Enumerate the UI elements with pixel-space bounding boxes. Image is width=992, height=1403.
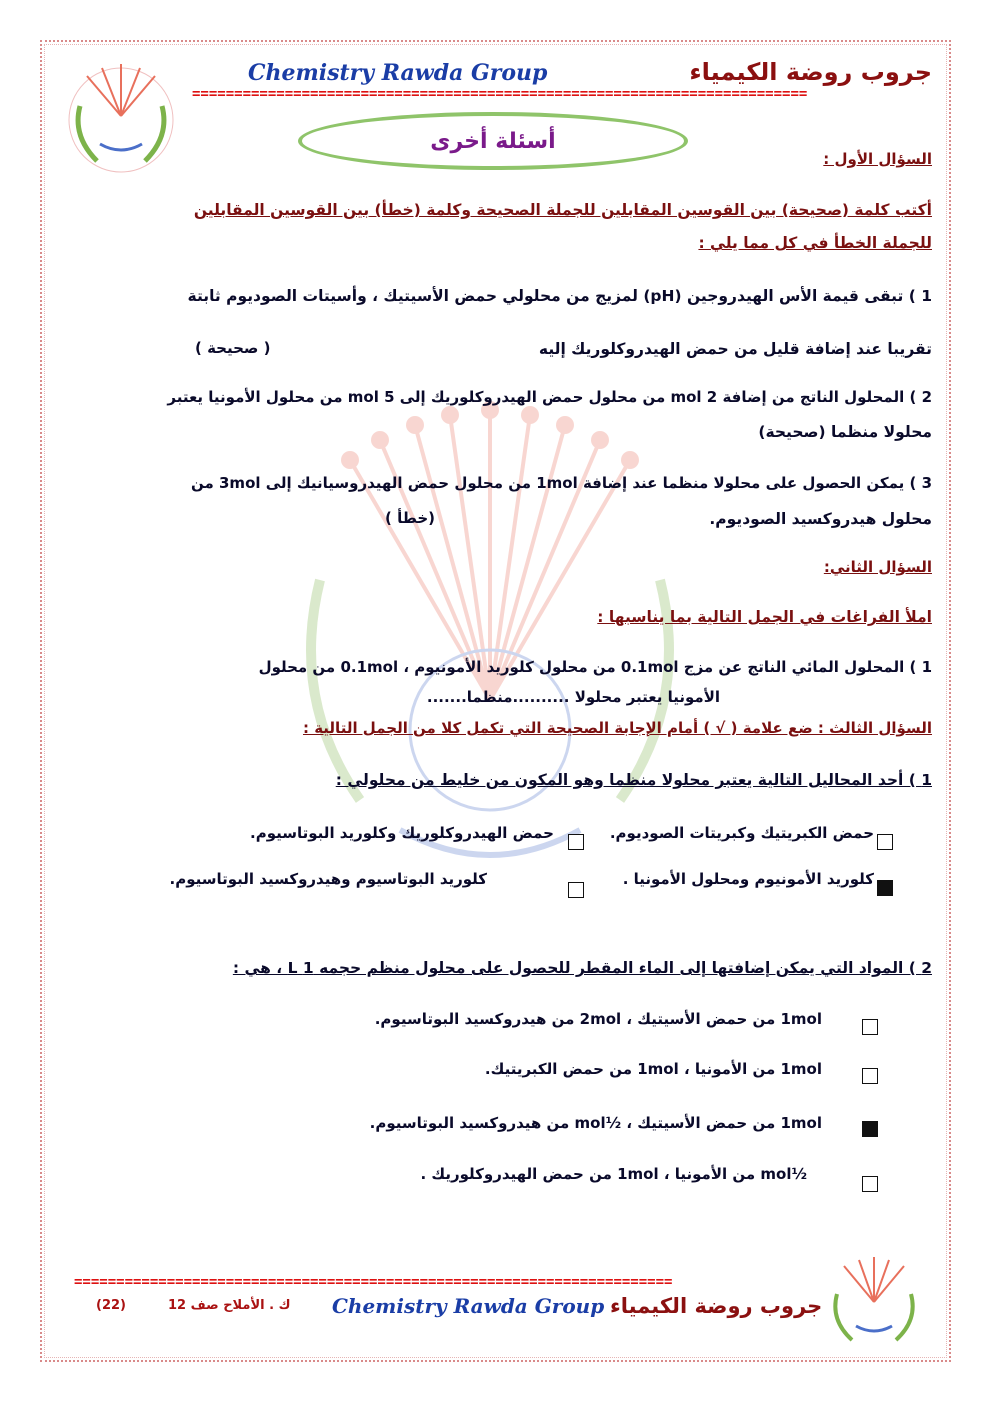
q1-item1-line2: تقريبا عند إضافة قليل من حمض الهيدروكلوريك إليه — [538, 340, 932, 358]
q3-item2-option1-text: 1mol من حمض الأسيتيك ، 2mol من هيدروكسيد البوتاسيوم. — [374, 1010, 822, 1028]
q3-item2-stem: 2 ) المواد التي يمكن إضافتها إلى الماء المقطر للحصول على محلول منظم حجمه 1 L ، هي : — [232, 959, 932, 977]
q3-item1-option3-checkbox[interactable] — [877, 880, 893, 896]
footer-arabic-brand: جروب روضة الكيمياء — [610, 1294, 823, 1318]
q2-heading: السؤال الثاني: — [823, 558, 932, 576]
q1-item3-answer: (خطأ ) — [385, 509, 435, 527]
q3-item2-option3-text: 1mol من حمض الأسيتيك ، ½mol من هيدروكسيد البوتاسيوم. — [369, 1114, 822, 1132]
q1-item2-line2: محلولا منظما (صحيحة) — [758, 423, 932, 441]
header-arabic-brand: جروب روضة الكيمياء — [689, 58, 932, 86]
page-number: (22) — [96, 1298, 126, 1313]
q2-instruction: املأ الفراغات في الجمل التالية بما يناسبها : — [597, 608, 932, 626]
q3-item1-option2-checkbox[interactable] — [568, 834, 584, 850]
q3-item2-option2-checkbox[interactable] — [862, 1068, 878, 1084]
q3-heading: السؤال الثالث : ضع علامة ( √ ) أمام الإجابة الصحيحة التي تكمل كلا من الجمل التالية : — [302, 719, 932, 737]
q3-item1-option3-text: كلوريد الأمونيوم ومحلول الأمونيا . — [622, 870, 874, 888]
q1-item1-line1: 1 ) تبقى قيمة الأس الهيدروجين (pH) لمزيج من محلولي حمض الأسيتيك ، وأسيتات الصوديوم ثابتة — [187, 287, 932, 305]
q1-item2-line1: 2 ) المحلول الناتج من إضافة 2 mol من محلول حمض الهيدروكلوريك إلى 5 mol من محلول الأمونيا يعتبر — [167, 388, 932, 406]
footer-english-brand: Chemistry Rawda Group — [332, 1294, 605, 1318]
footer-section-label: ك . الأملاح صف 12 — [168, 1298, 291, 1313]
footer-divider: ======================================================================= — [74, 1274, 673, 1290]
q3-item1-option1-text: حمض الكبريتيك وكبريتات الصوديوم. — [609, 824, 874, 842]
q1-item1-answer: ( صحيحة ) — [195, 339, 271, 357]
q3-item2-option3-checkbox[interactable] — [862, 1121, 878, 1137]
q3-item1-stem: 1 ) أحد المحاليل التالية يعتبر محلولا منظما وهو المكون من خليط من محلولي : — [335, 771, 932, 789]
q3-item1-option4-text: كلوريد البوتاسيوم وهيدروكسيد البوتاسيوم. — [169, 870, 487, 888]
q3-item2-option4-text: ½mol من الأمونيا ، 1mol من حمض الهيدروكلوريك . — [420, 1165, 807, 1183]
header-logo — [62, 56, 180, 180]
q3-item2-option1-checkbox[interactable] — [862, 1019, 878, 1035]
header-english-brand: Chemistry Rawda Group — [248, 60, 548, 86]
q3-item1-option2-text: حمض الهيدروكلوريك وكلوريد البوتاسيوم. — [250, 824, 554, 842]
q1-heading: السؤال الأول : — [823, 150, 932, 168]
section-title: أسئلة أخرى — [430, 128, 556, 154]
q3-item1-option4-checkbox[interactable] — [568, 882, 584, 898]
footer-logo — [822, 1252, 926, 1352]
q1-instruction-line2: للجملة الخطأ في كل مما يلي : — [698, 234, 932, 252]
section-title-oval — [298, 112, 688, 170]
q2-item-line1: 1 ) المحلول المائي الناتج عن مزج 0.1mol من محلول كلوريد الأمونيوم ، 0.1mol من محلول — [258, 658, 932, 676]
header-divider: ========================================================================= — [192, 86, 808, 102]
q1-instruction-line1: أكتب كلمة (صحيحة) بين القوسين المقابلين للجملة الصحيحة وكلمة (خطأ) بين القوسين المقابلين — [193, 201, 932, 219]
q2-item-line2: الأمونيا يعتبر محلولا ..........منظما....... — [426, 688, 720, 706]
q3-item1-option1-checkbox[interactable] — [877, 834, 893, 850]
q3-item2-option4-checkbox[interactable] — [862, 1176, 878, 1192]
q3-item2-option2-text: 1mol من الأمونيا ، 1mol من حمض الكبريتيك. — [484, 1060, 822, 1078]
q1-item3-line2: محلول هيدروكسيد الصوديوم. — [709, 510, 932, 528]
q1-item3-line1: 3 ) يمكن الحصول على محلولا منظما عند إضافة 1mol من محلول حمض الهيدروسيانيك إلى 3mol من — [190, 474, 932, 492]
